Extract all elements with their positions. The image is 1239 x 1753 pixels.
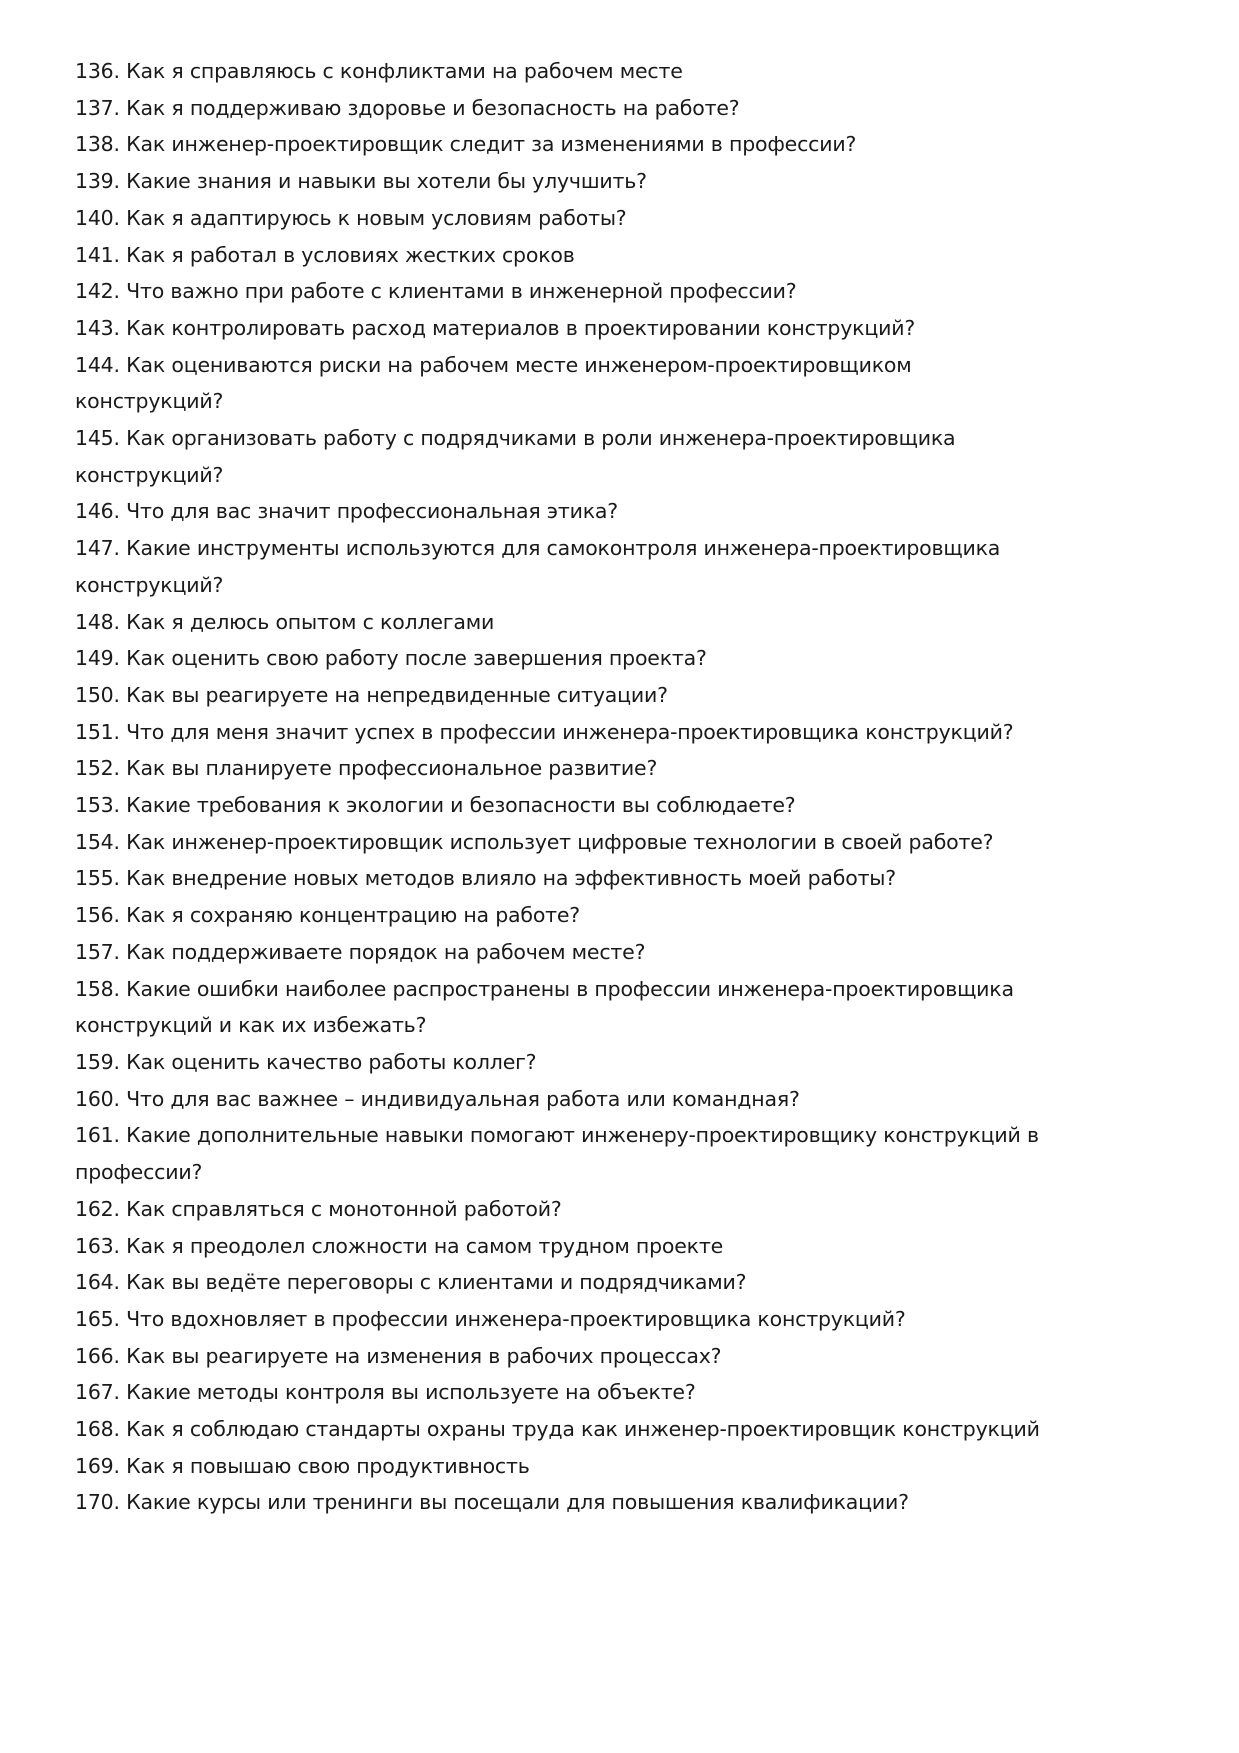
list-item: [75, 1448, 1040, 1485]
list-item: [75, 1411, 1040, 1448]
question-text: 170. Какие курсы или тренинги вы посещали для повышения квалификации?: [75, 1490, 909, 1515]
list-item: [75, 1264, 1040, 1301]
list-item: [75, 273, 1040, 310]
list-item: [75, 1484, 1040, 1521]
list-item: [75, 934, 1040, 971]
list-item: [75, 163, 1040, 200]
question-text: 146. Что для вас значит профессиональная этика?: [75, 499, 618, 524]
list-item: [75, 200, 1040, 237]
question-text: 144. Как оцениваются риски на рабочем месте инженером-проектировщиком: [75, 352, 912, 377]
list-item: [75, 1338, 1040, 1375]
question-text: 145. Как организовать работу с подрядчиками в роли инженера-проектировщика: [75, 426, 956, 451]
list-item: [75, 1374, 1040, 1411]
question-text-continuation: профессии?: [75, 1160, 203, 1185]
list-item: [75, 420, 1040, 493]
list-item: [75, 493, 1040, 530]
question-text: 136. Как я справляюсь с конфликтами на рабочем месте: [75, 59, 683, 83]
list-item: [75, 860, 1040, 897]
question-text: 167. Какие методы контроля вы используете на объекте?: [75, 1380, 696, 1405]
question-text: 154. Как инженер-проектировщик использует цифровые технологии в своей работе?: [75, 829, 994, 854]
question-text: 155. Как внедрение новых методов влияло на эффективность моей работы?: [75, 866, 896, 891]
list-item: [75, 1191, 1040, 1228]
question-text: 152. Как вы планируете профессиональное развитие?: [75, 756, 658, 781]
question-text: 153. Какие требования к экологии и безопасности вы соблюдаете?: [75, 793, 796, 818]
question-text-continuation: конструкций?: [75, 462, 224, 487]
list-item: [75, 237, 1040, 274]
question-list: [75, 53, 1040, 1521]
list-item: [75, 126, 1040, 163]
question-text: 139. Какие знания и навыки вы хотели бы улучшить?: [75, 169, 647, 194]
list-item: [75, 530, 1040, 603]
list-item: [75, 347, 1040, 420]
question-text: 164. Как вы ведёте переговоры с клиентами и подрядчиками?: [75, 1270, 747, 1295]
question-text: 137. Как я поддерживаю здоровье и безопасность на работе?: [75, 95, 740, 120]
question-text: 138. Как инженер-проектировщик следит за изменениями в профессии?: [75, 132, 857, 157]
list-item: [75, 1044, 1040, 1081]
list-item: [75, 1301, 1040, 1338]
list-item: [75, 750, 1040, 787]
question-text: 141. Как я работал в условиях жестких сроков: [75, 242, 575, 267]
question-text: 147. Какие инструменты используются для самоконтроля инженера-проектировщика: [75, 536, 1001, 561]
question-text: 157. Как поддерживаете порядок на рабочем месте?: [75, 939, 646, 964]
list-item: [75, 90, 1040, 127]
question-text-continuation: конструкций и как их избежать?: [75, 1013, 427, 1038]
list-item: [75, 310, 1040, 347]
question-text: 158. Какие ошибки наиболее распространены в профессии инженера-проектировщика: [75, 976, 1014, 1001]
question-text: 166. Как вы реагируете на изменения в рабочих процессах?: [75, 1343, 722, 1368]
question-text: 163. Как я преодолел сложности на самом трудном проекте: [75, 1233, 724, 1258]
question-text: 160. Что для вас важнее – индивидуальная работа или командная?: [75, 1086, 800, 1111]
question-text: 150. Как вы реагируете на непредвиденные ситуации?: [75, 682, 668, 707]
list-item: [75, 897, 1040, 934]
question-text: 140. Как я адаптируюсь к новым условиям работы?: [75, 205, 627, 230]
list-item: [75, 1081, 1040, 1118]
question-text-continuation: конструкций?: [75, 389, 224, 414]
question-text: 165. Что вдохновляет в профессии инженера-проектировщика конструкций?: [75, 1306, 906, 1331]
list-item: [75, 604, 1040, 641]
list-item: [75, 971, 1040, 1044]
question-text: 169. Как я повышаю свою продуктивность: [75, 1453, 530, 1478]
list-item: [75, 824, 1040, 861]
question-text: 161. Какие дополнительные навыки помогают инженеру-проектировщику конструкций в: [75, 1123, 1039, 1148]
question-text: 159. Как оценить качество работы коллег?: [75, 1049, 537, 1074]
list-item: [75, 714, 1040, 751]
question-text: 142. Что важно при работе с клиентами в инженерной профессии?: [75, 279, 797, 304]
list-item: [75, 53, 1040, 90]
question-text: 143. Как контролировать расход материалов в проектировании конструкций?: [75, 315, 916, 340]
list-item: [75, 1117, 1040, 1190]
question-text: 168. Как я соблюдаю стандарты охраны труда как инженер-проектировщик конструкций: [75, 1417, 1040, 1442]
question-text: 149. Как оценить свою работу после завершения проекта?: [75, 646, 707, 671]
question-text-continuation: конструкций?: [75, 572, 224, 597]
question-text: 151. Что для меня значит успех в профессии инженера-проектировщика конструкций?: [75, 719, 1014, 744]
list-item: [75, 677, 1040, 714]
list-item: [75, 1228, 1040, 1265]
question-text: 156. Как я сохраняю концентрацию на работе?: [75, 903, 580, 928]
question-text: 148. Как я делюсь опытом с коллегами: [75, 609, 495, 634]
list-item: [75, 640, 1040, 677]
list-item: [75, 787, 1040, 824]
question-text: 162. Как справляться с монотонной работой?: [75, 1196, 562, 1221]
